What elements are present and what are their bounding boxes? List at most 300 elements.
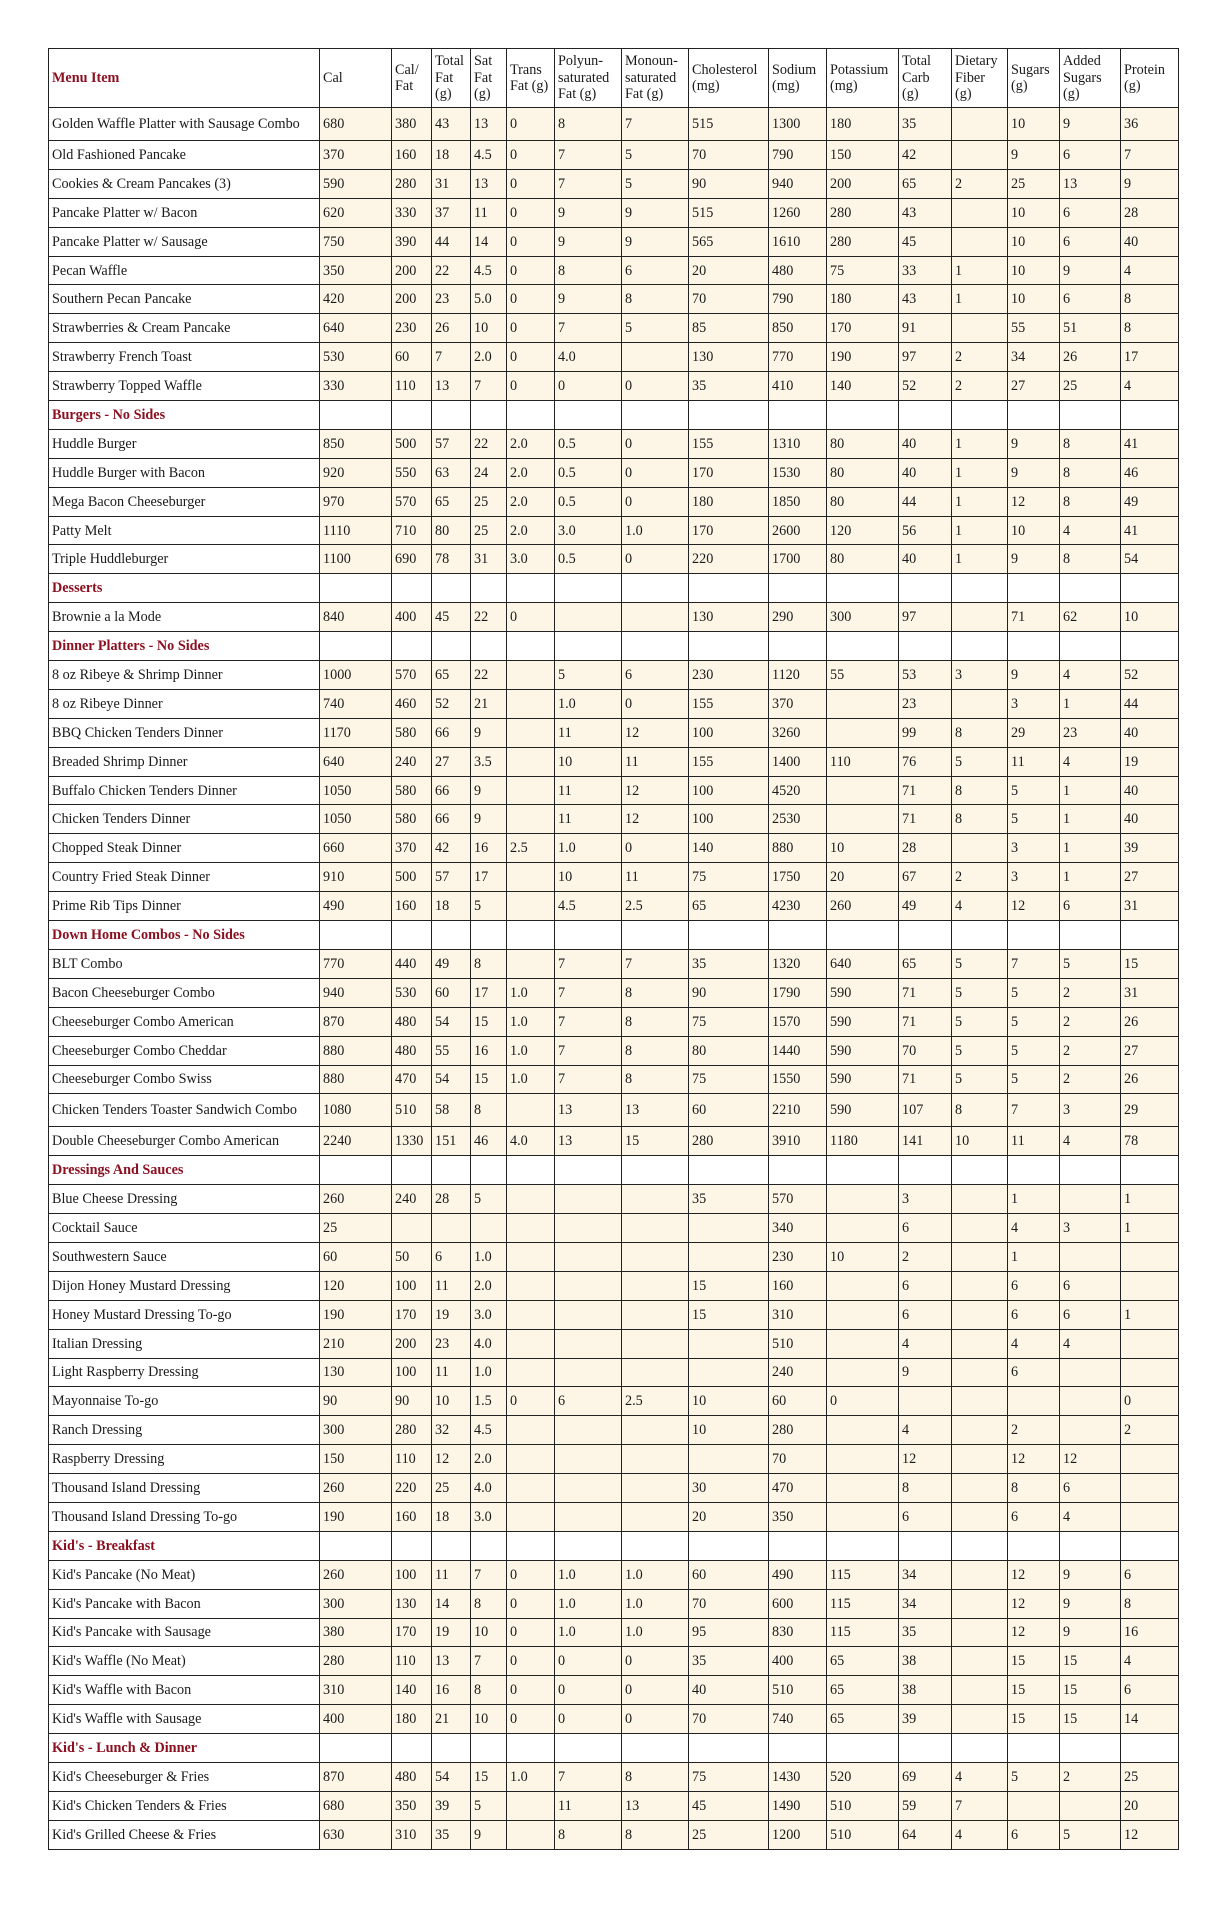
nutrition-value: 2.5 bbox=[507, 834, 555, 863]
nutrition-value: 580 bbox=[392, 776, 432, 805]
menu-item-name: Prime Rib Tips Dinner bbox=[49, 892, 320, 921]
nutrition-value: 280 bbox=[827, 227, 899, 256]
nutrition-table bbox=[48, 48, 1179, 1850]
menu-item-name: Triple Huddleburger bbox=[49, 545, 320, 574]
menu-item-name: Patty Melt bbox=[49, 516, 320, 545]
nutrition-value bbox=[827, 1271, 899, 1300]
nutrition-value: 8 bbox=[555, 256, 622, 285]
nutrition-value: 5 bbox=[1008, 978, 1060, 1007]
section-header-row bbox=[49, 401, 1179, 430]
table-row bbox=[49, 603, 1179, 632]
nutrition-value: 210 bbox=[320, 1329, 392, 1358]
nutrition-value: 9 bbox=[899, 1358, 952, 1387]
table-row bbox=[49, 227, 1179, 256]
nutrition-value bbox=[952, 141, 1008, 170]
nutrition-value: 1110 bbox=[320, 516, 392, 545]
nutrition-value: 1310 bbox=[769, 429, 827, 458]
nutrition-value: 55 bbox=[827, 661, 899, 690]
nutrition-value: 8 bbox=[952, 805, 1008, 834]
nutrition-value bbox=[432, 1214, 471, 1243]
nutrition-value: 4.5 bbox=[471, 256, 507, 285]
nutrition-value: 330 bbox=[392, 198, 432, 227]
menu-item-name: Cookies & Cream Pancakes (3) bbox=[49, 169, 320, 198]
nutrition-value: 5 bbox=[471, 892, 507, 921]
nutrition-value: 6 bbox=[622, 256, 689, 285]
nutrition-value: 65 bbox=[827, 1647, 899, 1676]
empty-cell bbox=[769, 1734, 827, 1763]
nutrition-value: 4.0 bbox=[507, 1127, 555, 1156]
empty-cell bbox=[392, 401, 432, 430]
empty-cell bbox=[471, 921, 507, 950]
nutrition-value: 3.5 bbox=[471, 747, 507, 776]
empty-cell bbox=[555, 1734, 622, 1763]
table-row bbox=[49, 545, 1179, 574]
nutrition-value: 11 bbox=[555, 718, 622, 747]
nutrition-value: 78 bbox=[432, 545, 471, 574]
table-row bbox=[49, 1185, 1179, 1214]
nutrition-value: 16 bbox=[471, 834, 507, 863]
nutrition-value: 45 bbox=[899, 227, 952, 256]
column-header: Cal/ Fat bbox=[392, 49, 432, 108]
nutrition-value: 9 bbox=[555, 285, 622, 314]
empty-cell bbox=[952, 921, 1008, 950]
nutrition-value bbox=[827, 1214, 899, 1243]
table-row bbox=[49, 1214, 1179, 1243]
nutrition-value: 150 bbox=[827, 141, 899, 170]
table-row bbox=[49, 1762, 1179, 1791]
table-row bbox=[49, 892, 1179, 921]
nutrition-value: 22 bbox=[432, 256, 471, 285]
nutrition-value: 29 bbox=[1008, 718, 1060, 747]
nutrition-value: 380 bbox=[392, 108, 432, 141]
nutrition-value: 170 bbox=[689, 516, 769, 545]
nutrition-value: 99 bbox=[899, 718, 952, 747]
table-row bbox=[49, 1445, 1179, 1474]
nutrition-value: 4 bbox=[1121, 372, 1179, 401]
nutrition-value: 180 bbox=[392, 1705, 432, 1734]
nutrition-value: 90 bbox=[320, 1387, 392, 1416]
nutrition-value: 16 bbox=[1121, 1618, 1179, 1647]
nutrition-value: 37 bbox=[432, 198, 471, 227]
nutrition-value: 4 bbox=[1008, 1214, 1060, 1243]
nutrition-value: 590 bbox=[827, 978, 899, 1007]
nutrition-value bbox=[827, 718, 899, 747]
nutrition-value: 410 bbox=[769, 372, 827, 401]
section-header-row bbox=[49, 921, 1179, 950]
nutrition-value: 9 bbox=[471, 718, 507, 747]
nutrition-value: 180 bbox=[827, 285, 899, 314]
nutrition-value: 75 bbox=[689, 1762, 769, 1791]
nutrition-value: 2.0 bbox=[507, 458, 555, 487]
empty-cell bbox=[899, 1531, 952, 1560]
menu-item-name: Kid's Grilled Cheese & Fries bbox=[49, 1820, 320, 1849]
nutrition-value: 9 bbox=[555, 227, 622, 256]
nutrition-value: 300 bbox=[320, 1416, 392, 1445]
nutrition-value: 510 bbox=[769, 1329, 827, 1358]
menu-item-name: Chopped Steak Dinner bbox=[49, 834, 320, 863]
nutrition-value: 25 bbox=[1060, 372, 1121, 401]
empty-cell bbox=[769, 401, 827, 430]
nutrition-value: 1.0 bbox=[471, 1358, 507, 1387]
nutrition-value: 60 bbox=[392, 343, 432, 372]
nutrition-value: 10 bbox=[1008, 285, 1060, 314]
nutrition-value: 23 bbox=[899, 689, 952, 718]
nutrition-value: 10 bbox=[1008, 198, 1060, 227]
table-row bbox=[49, 429, 1179, 458]
nutrition-value: 35 bbox=[899, 108, 952, 141]
menu-item-name: Pancake Platter w/ Sausage bbox=[49, 227, 320, 256]
nutrition-value: 0 bbox=[827, 1387, 899, 1416]
nutrition-value: 10 bbox=[471, 1705, 507, 1734]
nutrition-value: 65 bbox=[899, 169, 952, 198]
table-row bbox=[49, 516, 1179, 545]
nutrition-value: 2 bbox=[899, 1242, 952, 1271]
nutrition-value: 35 bbox=[689, 1185, 769, 1214]
nutrition-value: 1.0 bbox=[622, 1589, 689, 1618]
nutrition-value: 0 bbox=[622, 689, 689, 718]
nutrition-value bbox=[689, 1214, 769, 1243]
nutrition-value: 38 bbox=[899, 1676, 952, 1705]
nutrition-value: 850 bbox=[769, 314, 827, 343]
nutrition-value: 6 bbox=[1008, 1271, 1060, 1300]
nutrition-value: 770 bbox=[769, 343, 827, 372]
empty-cell bbox=[622, 1734, 689, 1763]
nutrition-value bbox=[827, 1474, 899, 1503]
nutrition-value: 19 bbox=[432, 1618, 471, 1647]
empty-cell bbox=[1060, 921, 1121, 950]
nutrition-value: 260 bbox=[320, 1185, 392, 1214]
nutrition-value: 29 bbox=[1121, 1094, 1179, 1127]
table-row bbox=[49, 1300, 1179, 1329]
nutrition-value: 31 bbox=[1121, 892, 1179, 921]
nutrition-value: 75 bbox=[827, 256, 899, 285]
empty-cell bbox=[952, 1734, 1008, 1763]
nutrition-value bbox=[952, 1358, 1008, 1387]
nutrition-value: 400 bbox=[392, 603, 432, 632]
nutrition-value: 43 bbox=[899, 198, 952, 227]
empty-cell bbox=[507, 574, 555, 603]
nutrition-value: 8 bbox=[952, 1094, 1008, 1127]
nutrition-value: 15 bbox=[1121, 949, 1179, 978]
nutrition-value: 710 bbox=[392, 516, 432, 545]
nutrition-value bbox=[952, 834, 1008, 863]
empty-cell bbox=[1121, 1156, 1179, 1185]
nutrition-value: 22 bbox=[471, 603, 507, 632]
nutrition-value: 260 bbox=[320, 1474, 392, 1503]
nutrition-value: 170 bbox=[392, 1618, 432, 1647]
section-title: Kid's - Lunch & Dinner bbox=[49, 1734, 320, 1763]
nutrition-value: 66 bbox=[432, 776, 471, 805]
nutrition-value: 2.0 bbox=[471, 343, 507, 372]
nutrition-value: 170 bbox=[689, 458, 769, 487]
nutrition-value: 590 bbox=[320, 169, 392, 198]
nutrition-value: 15 bbox=[689, 1271, 769, 1300]
empty-cell bbox=[392, 1531, 432, 1560]
nutrition-value bbox=[827, 1185, 899, 1214]
nutrition-value: 49 bbox=[899, 892, 952, 921]
section-header-row bbox=[49, 632, 1179, 661]
empty-cell bbox=[1008, 1734, 1060, 1763]
table-row bbox=[49, 834, 1179, 863]
menu-item-name: Cheeseburger Combo Swiss bbox=[49, 1065, 320, 1094]
nutrition-value: 13 bbox=[622, 1094, 689, 1127]
empty-cell bbox=[471, 1734, 507, 1763]
column-header: Cal bbox=[320, 49, 392, 108]
empty-cell bbox=[622, 632, 689, 661]
nutrition-value: 6 bbox=[1060, 1271, 1121, 1300]
nutrition-value bbox=[1060, 1791, 1121, 1820]
nutrition-value: 32 bbox=[432, 1416, 471, 1445]
nutrition-value: 1 bbox=[1121, 1185, 1179, 1214]
nutrition-value: 1 bbox=[952, 516, 1008, 545]
empty-cell bbox=[1121, 632, 1179, 661]
nutrition-value: 10 bbox=[827, 1242, 899, 1271]
nutrition-value: 580 bbox=[392, 805, 432, 834]
column-header: Sugars (g) bbox=[1008, 49, 1060, 108]
nutrition-value: 160 bbox=[392, 1502, 432, 1531]
column-header: Sat Fat (g) bbox=[471, 49, 507, 108]
empty-cell bbox=[432, 574, 471, 603]
nutrition-value: 8 bbox=[471, 949, 507, 978]
nutrition-value bbox=[827, 1445, 899, 1474]
nutrition-value: 12 bbox=[1121, 1820, 1179, 1849]
nutrition-value: 55 bbox=[1008, 314, 1060, 343]
nutrition-value: 1570 bbox=[769, 1007, 827, 1036]
nutrition-value: 0 bbox=[507, 227, 555, 256]
nutrition-value: 4 bbox=[1060, 516, 1121, 545]
nutrition-value: 25 bbox=[471, 487, 507, 516]
nutrition-value: 12 bbox=[1008, 1618, 1060, 1647]
empty-cell bbox=[471, 1531, 507, 1560]
nutrition-value: 20 bbox=[689, 256, 769, 285]
nutrition-value: 5 bbox=[952, 1065, 1008, 1094]
nutrition-value: 290 bbox=[769, 603, 827, 632]
nutrition-value: 13 bbox=[471, 108, 507, 141]
empty-cell bbox=[952, 574, 1008, 603]
empty-cell bbox=[827, 1156, 899, 1185]
nutrition-value: 1 bbox=[1121, 1214, 1179, 1243]
nutrition-value: 5 bbox=[622, 141, 689, 170]
nutrition-value: 2 bbox=[1060, 978, 1121, 1007]
nutrition-value: 69 bbox=[899, 1762, 952, 1791]
nutrition-value: 120 bbox=[320, 1271, 392, 1300]
nutrition-value: 6 bbox=[1060, 198, 1121, 227]
nutrition-value bbox=[952, 227, 1008, 256]
nutrition-value: 1550 bbox=[769, 1065, 827, 1094]
table-row bbox=[49, 1242, 1179, 1271]
nutrition-value: 25 bbox=[689, 1820, 769, 1849]
nutrition-value: 9 bbox=[1060, 256, 1121, 285]
column-header: Protein (g) bbox=[1121, 49, 1179, 108]
nutrition-value: 6 bbox=[1060, 227, 1121, 256]
empty-cell bbox=[392, 574, 432, 603]
nutrition-value: 370 bbox=[392, 834, 432, 863]
nutrition-value: 97 bbox=[899, 343, 952, 372]
nutrition-value: 4 bbox=[952, 892, 1008, 921]
nutrition-value: 570 bbox=[769, 1185, 827, 1214]
nutrition-value: 8 bbox=[622, 1762, 689, 1791]
nutrition-value: 2 bbox=[1060, 1762, 1121, 1791]
nutrition-value: 8 bbox=[622, 1820, 689, 1849]
empty-cell bbox=[899, 1156, 952, 1185]
nutrition-value: 1850 bbox=[769, 487, 827, 516]
nutrition-value bbox=[471, 1214, 507, 1243]
table-row bbox=[49, 1094, 1179, 1127]
nutrition-value: 46 bbox=[471, 1127, 507, 1156]
nutrition-value: 17 bbox=[471, 978, 507, 1007]
table-row bbox=[49, 1705, 1179, 1734]
table-row bbox=[49, 1358, 1179, 1387]
nutrition-value: 280 bbox=[827, 198, 899, 227]
nutrition-value: 1 bbox=[1008, 1185, 1060, 1214]
column-header: Cholesterol (mg) bbox=[689, 49, 769, 108]
nutrition-value: 78 bbox=[1121, 1127, 1179, 1156]
nutrition-value: 9 bbox=[1121, 169, 1179, 198]
nutrition-value: 4 bbox=[1121, 1647, 1179, 1676]
nutrition-value: 60 bbox=[689, 1560, 769, 1589]
nutrition-value: 70 bbox=[689, 1705, 769, 1734]
nutrition-value: 8 bbox=[622, 1065, 689, 1094]
nutrition-value: 8 bbox=[471, 1589, 507, 1618]
nutrition-value: 310 bbox=[392, 1820, 432, 1849]
nutrition-value: 12 bbox=[1008, 892, 1060, 921]
nutrition-value: 26 bbox=[1121, 1007, 1179, 1036]
nutrition-value: 8 bbox=[622, 978, 689, 1007]
nutrition-value: 510 bbox=[392, 1094, 432, 1127]
nutrition-value: 20 bbox=[1121, 1791, 1179, 1820]
nutrition-value: 155 bbox=[689, 747, 769, 776]
nutrition-value: 8 bbox=[952, 776, 1008, 805]
nutrition-value: 660 bbox=[320, 834, 392, 863]
nutrition-value: 5 bbox=[555, 661, 622, 690]
nutrition-value: 12 bbox=[1008, 1445, 1060, 1474]
nutrition-value bbox=[555, 1242, 622, 1271]
nutrition-value: 53 bbox=[899, 661, 952, 690]
nutrition-value: 13 bbox=[555, 1127, 622, 1156]
nutrition-value: 515 bbox=[689, 108, 769, 141]
nutrition-value: 63 bbox=[432, 458, 471, 487]
empty-cell bbox=[769, 1156, 827, 1185]
nutrition-value bbox=[1060, 1185, 1121, 1214]
nutrition-value: 0 bbox=[507, 314, 555, 343]
nutrition-value: 54 bbox=[432, 1762, 471, 1791]
nutrition-value bbox=[622, 1242, 689, 1271]
table-row bbox=[49, 1127, 1179, 1156]
nutrition-value: 510 bbox=[769, 1676, 827, 1705]
nutrition-value: 4 bbox=[1060, 1329, 1121, 1358]
nutrition-value: 7 bbox=[1121, 141, 1179, 170]
nutrition-value: 740 bbox=[769, 1705, 827, 1734]
nutrition-value: 1100 bbox=[320, 545, 392, 574]
nutrition-value: 10 bbox=[689, 1387, 769, 1416]
nutrition-value: 220 bbox=[392, 1474, 432, 1503]
nutrition-value: 1 bbox=[1121, 1300, 1179, 1329]
nutrition-value: 11 bbox=[432, 1271, 471, 1300]
empty-cell bbox=[507, 1531, 555, 1560]
nutrition-value: 65 bbox=[432, 487, 471, 516]
nutrition-value: 7 bbox=[555, 1007, 622, 1036]
nutrition-value: 280 bbox=[769, 1416, 827, 1445]
menu-item-name: BLT Combo bbox=[49, 949, 320, 978]
empty-cell bbox=[1121, 574, 1179, 603]
nutrition-value: 3 bbox=[1008, 863, 1060, 892]
nutrition-value bbox=[952, 1271, 1008, 1300]
nutrition-value: 10 bbox=[1008, 516, 1060, 545]
nutrition-value: 40 bbox=[1121, 718, 1179, 747]
nutrition-value bbox=[622, 1329, 689, 1358]
nutrition-value: 34 bbox=[1008, 343, 1060, 372]
menu-item-name: Pancake Platter w/ Bacon bbox=[49, 198, 320, 227]
nutrition-value: 790 bbox=[769, 141, 827, 170]
nutrition-value: 31 bbox=[471, 545, 507, 574]
nutrition-value: 1.0 bbox=[555, 1560, 622, 1589]
menu-item-name: Kid's Waffle with Sausage bbox=[49, 1705, 320, 1734]
nutrition-value: 25 bbox=[1121, 1762, 1179, 1791]
empty-cell bbox=[471, 574, 507, 603]
table-row bbox=[49, 141, 1179, 170]
nutrition-value: 0 bbox=[507, 1589, 555, 1618]
empty-cell bbox=[622, 401, 689, 430]
nutrition-value bbox=[555, 1445, 622, 1474]
nutrition-value: 5 bbox=[1008, 1007, 1060, 1036]
nutrition-value: 200 bbox=[392, 1329, 432, 1358]
nutrition-value bbox=[507, 1502, 555, 1531]
nutrition-value: 71 bbox=[1008, 603, 1060, 632]
nutrition-value: 480 bbox=[392, 1762, 432, 1791]
nutrition-value: 0 bbox=[555, 1676, 622, 1705]
empty-cell bbox=[320, 574, 392, 603]
nutrition-value: 1.0 bbox=[507, 978, 555, 1007]
menu-item-name: Southwestern Sauce bbox=[49, 1242, 320, 1271]
nutrition-value: 850 bbox=[320, 429, 392, 458]
nutrition-value: 3.0 bbox=[471, 1502, 507, 1531]
nutrition-value: 9 bbox=[555, 198, 622, 227]
menu-item-name: Cheeseburger Combo Cheddar bbox=[49, 1036, 320, 1065]
nutrition-value bbox=[952, 1502, 1008, 1531]
nutrition-value: 0 bbox=[507, 1676, 555, 1705]
nutrition-value: 25 bbox=[471, 516, 507, 545]
column-header: Total Carb (g) bbox=[899, 49, 952, 108]
nutrition-value: 0 bbox=[507, 1387, 555, 1416]
nutrition-value: 520 bbox=[827, 1762, 899, 1791]
nutrition-value: 7 bbox=[555, 1065, 622, 1094]
empty-cell bbox=[952, 401, 1008, 430]
nutrition-value bbox=[555, 1271, 622, 1300]
nutrition-value bbox=[952, 1300, 1008, 1329]
nutrition-value: 690 bbox=[392, 545, 432, 574]
nutrition-value: 7 bbox=[555, 141, 622, 170]
nutrition-value: 130 bbox=[392, 1589, 432, 1618]
column-header-menu-item: Menu Item bbox=[49, 49, 320, 108]
nutrition-value: 110 bbox=[392, 1445, 432, 1474]
empty-cell bbox=[827, 921, 899, 950]
nutrition-value: 180 bbox=[827, 108, 899, 141]
nutrition-value: 240 bbox=[769, 1358, 827, 1387]
nutrition-value: 5 bbox=[1008, 1762, 1060, 1791]
nutrition-value: 300 bbox=[827, 603, 899, 632]
nutrition-value bbox=[555, 1329, 622, 1358]
nutrition-value: 7 bbox=[555, 978, 622, 1007]
nutrition-value: 115 bbox=[827, 1618, 899, 1647]
menu-item-name: Breaded Shrimp Dinner bbox=[49, 747, 320, 776]
table-row bbox=[49, 1329, 1179, 1358]
nutrition-value bbox=[1060, 1242, 1121, 1271]
menu-item-name: 8 oz Ribeye Dinner bbox=[49, 689, 320, 718]
nutrition-value: 880 bbox=[769, 834, 827, 863]
nutrition-value: 8 bbox=[471, 1676, 507, 1705]
nutrition-value: 640 bbox=[827, 949, 899, 978]
empty-cell bbox=[952, 632, 1008, 661]
